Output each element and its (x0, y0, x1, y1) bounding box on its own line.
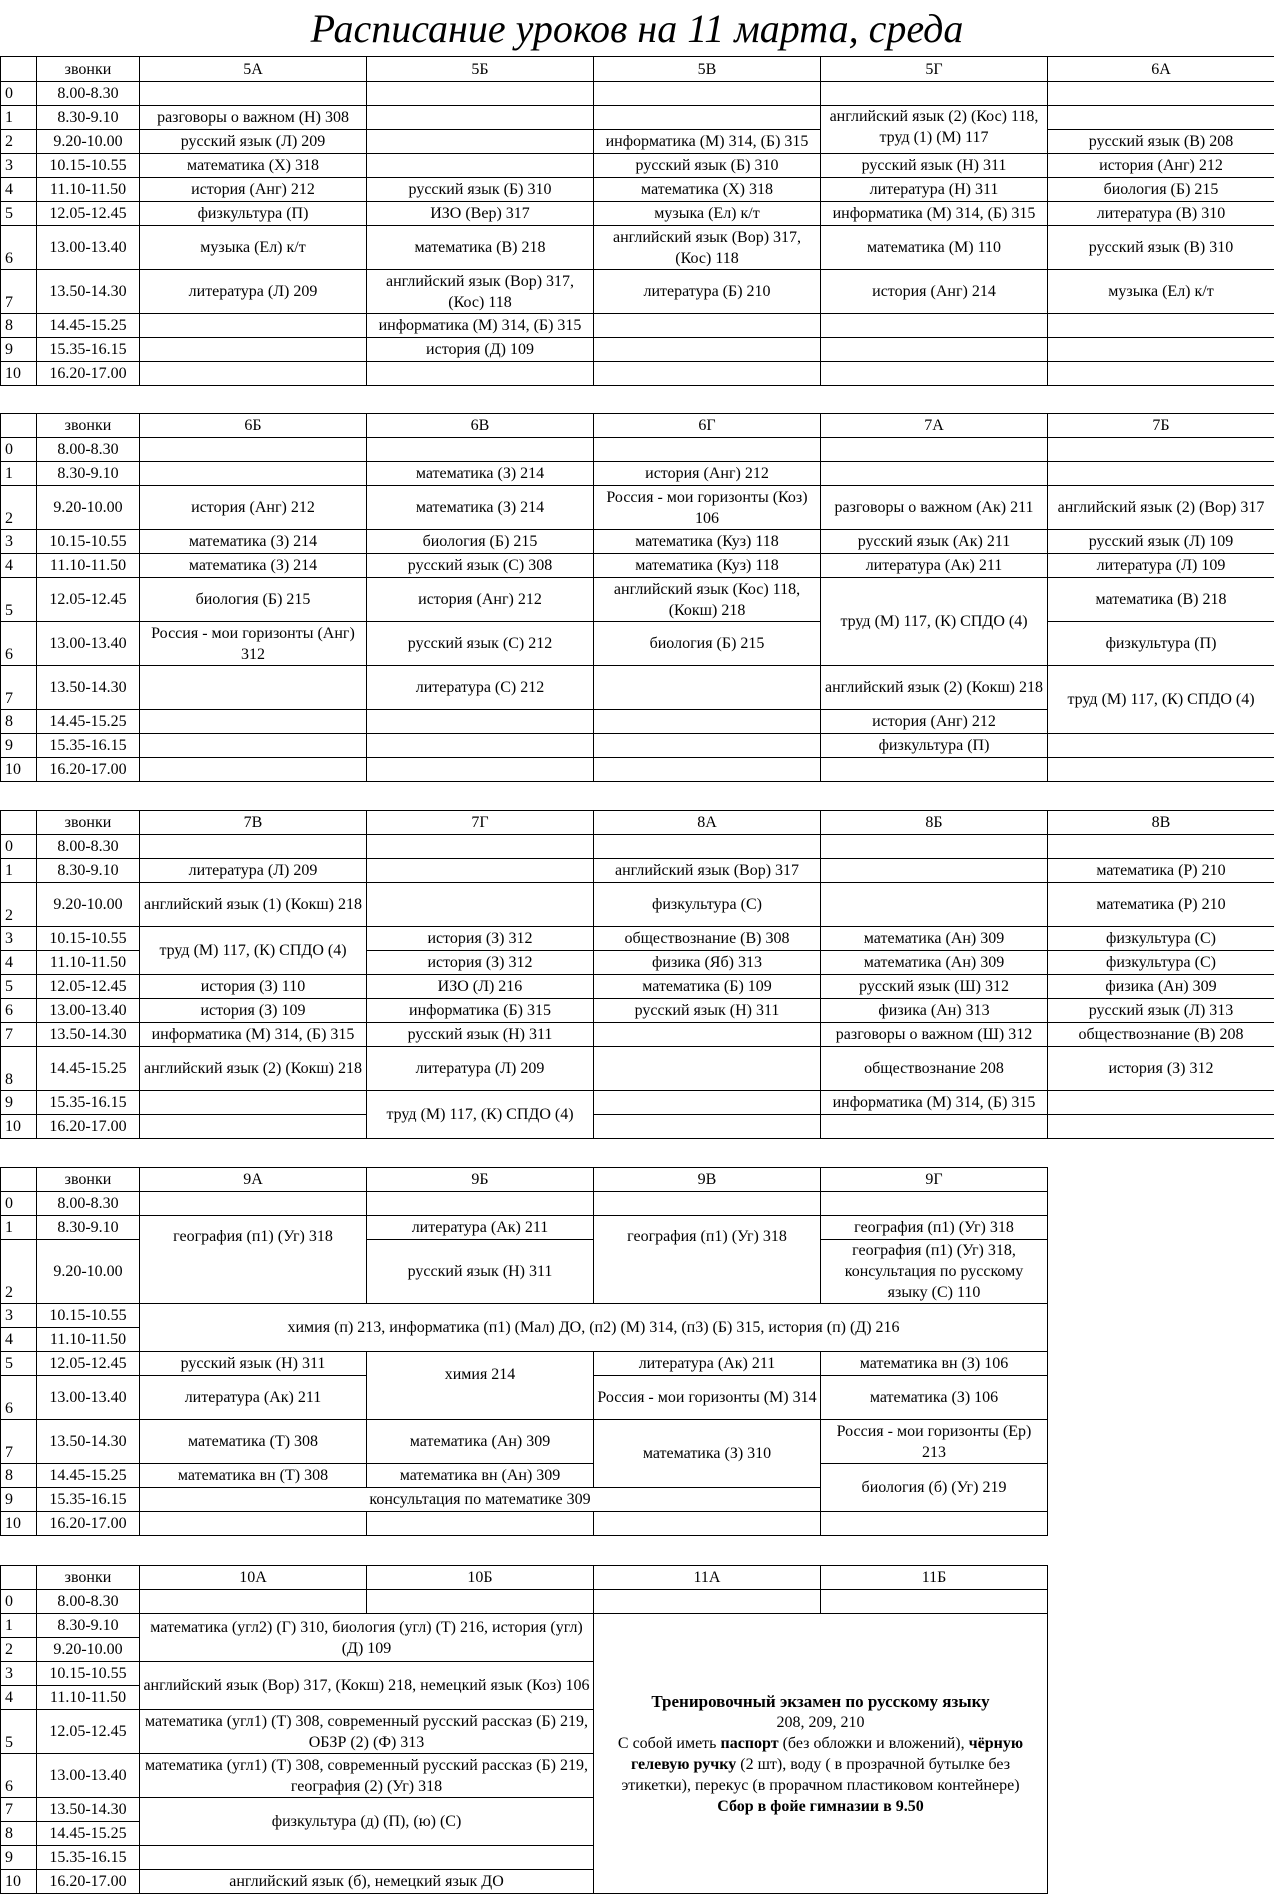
lesson-cell: география (п1) (Уг) 318 (140, 1216, 367, 1304)
bell-time: 12.05-12.45 (37, 202, 140, 226)
lesson-cell: химия 214 (367, 1352, 594, 1420)
lesson-cell: физкультура (С) (1048, 951, 1274, 975)
lesson-cell: литература (Л) 209 (140, 859, 367, 883)
lesson-cell: английский язык (2) (Кос) 118, труд (1) (М) 117 (821, 106, 1048, 154)
lesson-cell: английский язык (б), немецкий язык ДО (140, 1870, 594, 1894)
lesson-cell: математика (З) 310 (594, 1420, 821, 1488)
schedule-block-4 (0, 1167, 1048, 1536)
lesson-cell: труд (М) 117, (К) СПДО (4) (140, 927, 367, 975)
bell-time: 14.45-15.25 (37, 1047, 140, 1091)
bell-time: 13.50-14.30 (37, 1420, 140, 1464)
lesson-cell: литература (Л) 209 (140, 270, 367, 314)
lesson-number: 2 (1, 1638, 37, 1662)
lesson-cell: биология (Б) 215 (367, 530, 594, 554)
lesson-cell: музыка (Ел) к/т (1048, 270, 1274, 314)
lesson-cell: физика (Яб) 313 (594, 951, 821, 975)
lesson-cell: английский язык (Вор) 317, (Кос) 118 (367, 270, 594, 314)
lesson-cell: история (Анг) 212 (594, 462, 821, 486)
lesson-cell: русский язык (Л) 313 (1048, 999, 1274, 1023)
lesson-cell: русский язык (Ш) 312 (821, 975, 1048, 999)
lesson-number: 6 (1, 622, 37, 666)
lesson-number: 8 (1, 1822, 37, 1846)
lesson-number: 10 (1, 1512, 37, 1536)
exam-rooms: 208, 209, 210 (776, 1713, 865, 1731)
class-header: 5Б (367, 57, 594, 82)
lesson-cell: химия (п) 213, информатика (п1) (Мал) ДО, (п2) (М) 314, (п3) (Б) 315, история (п) (Д) 216 (140, 1304, 1048, 1352)
lesson-cell: разговоры о важном (Н) 308 (140, 106, 367, 130)
lesson-number: 3 (1, 927, 37, 951)
bell-time: 8.30-9.10 (37, 106, 140, 130)
lesson-cell: Россия - мои горизонты (Ер) 213 (821, 1420, 1048, 1464)
bell-time: 12.05-12.45 (37, 975, 140, 999)
exam-gather: Сбор в фойе гимназии в 9.50 (717, 1797, 924, 1815)
lesson-number: 2 (1, 1240, 37, 1304)
lesson-number: 7 (1, 270, 37, 314)
lesson-cell: разговоры о важном (Ак) 211 (821, 486, 1048, 530)
lesson-cell: физкультура (д) (П), (ю) (С) (140, 1798, 594, 1846)
class-header: 6Б (140, 414, 367, 438)
lesson-cell: обществознание 208 (821, 1047, 1048, 1091)
lesson-cell: биология (Б) 215 (140, 578, 367, 622)
lesson-cell: математика (Куз) 118 (594, 554, 821, 578)
lesson-cell: русский язык (Н) 311 (821, 154, 1048, 178)
lesson-cell: информатика (М) 314, (Б) 315 (594, 130, 821, 154)
lesson-cell: информатика (М) 314, (Б) 315 (821, 1091, 1048, 1115)
lesson-number: 7 (1, 1798, 37, 1822)
zvonki-header: звонки (37, 1168, 140, 1192)
bell-time: 8.00-8.30 (37, 835, 140, 859)
lesson-number: 8 (1, 1047, 37, 1091)
bell-time: 11.10-11.50 (37, 1328, 140, 1352)
lesson-cell: математика (Куз) 118 (594, 530, 821, 554)
bell-time: 16.20-17.00 (37, 1870, 140, 1894)
lesson-number: 1 (1, 1614, 37, 1638)
bell-time: 10.15-10.55 (37, 927, 140, 951)
lesson-cell: литература (С) 212 (367, 666, 594, 710)
lesson-cell: английский язык (2) (Кокш) 218 (140, 1047, 367, 1091)
lesson-cell: русский язык (Б) 310 (594, 154, 821, 178)
lesson-number: 4 (1, 951, 37, 975)
lesson-number: 1 (1, 462, 37, 486)
bell-time: 8.00-8.30 (37, 82, 140, 106)
lesson-number: 8 (1, 1464, 37, 1488)
lesson-cell: математика (Ан) 309 (367, 1420, 594, 1464)
lesson-number: 9 (1, 734, 37, 758)
bell-time: 15.35-16.15 (37, 338, 140, 362)
lesson-number: 6 (1, 999, 37, 1023)
lesson-cell: математика (В) 218 (367, 226, 594, 270)
class-header: 8В (1048, 811, 1274, 835)
lesson-cell: математика вн (Ан) 309 (367, 1464, 594, 1488)
lesson-cell: труд (М) 117, (К) СПДО (4) (367, 1091, 594, 1139)
lesson-cell: литература (В) 310 (1048, 202, 1274, 226)
bell-time: 11.10-11.50 (37, 1686, 140, 1710)
bell-time: 11.10-11.50 (37, 554, 140, 578)
bell-time: 12.05-12.45 (37, 1352, 140, 1376)
lesson-number: 3 (1, 154, 37, 178)
lesson-cell: биология (Б) 215 (594, 622, 821, 666)
lesson-cell: математика (Т) 308 (140, 1420, 367, 1464)
lesson-number: 10 (1, 1115, 37, 1139)
bell-time: 13.00-13.40 (37, 1376, 140, 1420)
bell-time: 11.10-11.50 (37, 178, 140, 202)
class-header: 8Б (821, 811, 1048, 835)
lesson-cell: информатика (М) 314, (Б) 315 (821, 202, 1048, 226)
bell-time: 12.05-12.45 (37, 578, 140, 622)
bell-time: 14.45-15.25 (37, 314, 140, 338)
bell-time: 8.00-8.30 (37, 438, 140, 462)
lesson-number: 9 (1, 1846, 37, 1870)
bell-time: 13.00-13.40 (37, 226, 140, 270)
zvonki-header: звонки (37, 414, 140, 438)
lesson-cell: консультация по математике 309 (140, 1488, 821, 1512)
bell-time: 8.00-8.30 (37, 1192, 140, 1216)
bell-time: 16.20-17.00 (37, 362, 140, 386)
lesson-cell: математика (З) 214 (140, 554, 367, 578)
lesson-cell: Россия - мои горизонты (Коз) 106 (594, 486, 821, 530)
lesson-number: 6 (1, 1754, 37, 1798)
lesson-number: 10 (1, 362, 37, 386)
class-header: 5Г (821, 57, 1048, 82)
lesson-cell: математика (Р) 210 (1048, 859, 1274, 883)
lesson-cell: история (Анг) 212 (821, 710, 1048, 734)
class-header: 6Г (594, 414, 821, 438)
lesson-cell: английский язык (Вор) 317, (Кокш) 218, немецкий язык (Коз) 106 (140, 1662, 594, 1710)
lesson-number: 7 (1, 1420, 37, 1464)
lesson-cell: история (Анг) 212 (1048, 154, 1274, 178)
lesson-cell: музыка (Ел) к/т (594, 202, 821, 226)
zvonki-header: звонки (37, 811, 140, 835)
class-header: 10Б (367, 1566, 594, 1590)
bell-time: 8.30-9.10 (37, 462, 140, 486)
lesson-cell: история (Анг) 212 (140, 178, 367, 202)
lesson-cell: музыка (Ел) к/т (140, 226, 367, 270)
bell-time: 16.20-17.00 (37, 1512, 140, 1536)
lesson-cell: информатика (М) 314, (Б) 315 (140, 1023, 367, 1047)
lesson-cell: литература (Ак) 211 (821, 554, 1048, 578)
exam-notice (594, 1614, 1048, 1894)
lesson-cell: русский язык (Н) 311 (140, 1352, 367, 1376)
lesson-cell: английский язык (2) (Кокш) 218 (821, 666, 1048, 710)
class-header: 6А (1048, 57, 1274, 82)
lesson-cell: ИЗО (Вер) 317 (367, 202, 594, 226)
lesson-cell: английский язык (Вор) 317, (Кос) 118 (594, 226, 821, 270)
lesson-cell: физкультура (С) (594, 883, 821, 927)
lesson-cell: история (З) 312 (367, 927, 594, 951)
bell-time: 16.20-17.00 (37, 758, 140, 782)
bell-time: 12.05-12.45 (37, 1710, 140, 1754)
lesson-cell: история (Анг) 212 (367, 578, 594, 622)
lesson-cell: ИЗО (Л) 216 (367, 975, 594, 999)
lesson-cell: математика (М) 110 (821, 226, 1048, 270)
lesson-cell: математика (угл1) (Т) 308, современный русский рассказ (Б) 219, ОБЗР (2) (Ф) 313 (140, 1710, 594, 1754)
class-header: 6В (367, 414, 594, 438)
lesson-cell: математика вн (Т) 308 (140, 1464, 367, 1488)
class-header: 9В (594, 1168, 821, 1192)
exam-title: Тренировочный экзамен по русскому языку (651, 1691, 990, 1711)
lesson-cell: география (п1) (Уг) 318 (594, 1216, 821, 1304)
bell-time: 13.50-14.30 (37, 1023, 140, 1047)
lesson-number: 3 (1, 1304, 37, 1328)
lesson-cell: литература (Л) 109 (1048, 554, 1274, 578)
bell-time: 8.30-9.10 (37, 1216, 140, 1240)
zvonki-header: звонки (37, 57, 140, 82)
lesson-cell: литература (Н) 311 (821, 178, 1048, 202)
lesson-cell: математика (Ан) 309 (821, 927, 1048, 951)
bell-time: 8.30-9.10 (37, 1614, 140, 1638)
exam-instructions: С собой иметь паспорт (без обложки и вложений), чёрную гелевую ручку (2 шт), воду ( в прозрачной бутылке без этикетки), перекус (в прорачном пластиковом контейнере) (617, 1734, 1024, 1794)
class-header: 11А (594, 1566, 821, 1590)
lesson-number: 8 (1, 314, 37, 338)
lesson-number: 0 (1, 1590, 37, 1614)
lesson-number: 7 (1, 666, 37, 710)
lesson-cell: английский язык (Кос) 118, (Кокш) 218 (594, 578, 821, 622)
lesson-number: 9 (1, 338, 37, 362)
lesson-cell: математика (Р) 210 (1048, 883, 1274, 927)
lesson-cell: русский язык (Ак) 211 (821, 530, 1048, 554)
bell-time: 13.00-13.40 (37, 1754, 140, 1798)
lesson-number: 0 (1, 835, 37, 859)
lesson-number: 3 (1, 530, 37, 554)
lesson-number: 7 (1, 1023, 37, 1047)
lesson-cell: английский язык (Вор) 317 (594, 859, 821, 883)
lesson-cell: математика (Х) 318 (140, 154, 367, 178)
lesson-number: 1 (1, 859, 37, 883)
lesson-cell: литература (Ак) 211 (594, 1352, 821, 1376)
class-header: 8А (594, 811, 821, 835)
class-header: 5В (594, 57, 821, 82)
lesson-cell: математика (угл1) (Т) 308, современный русский рассказ (Б) 219, география (2) (Уг) 318 (140, 1754, 594, 1798)
lesson-cell: математика (Ан) 309 (821, 951, 1048, 975)
lesson-number: 9 (1, 1091, 37, 1115)
schedule-block-5 (0, 1565, 1048, 1894)
lesson-number: 6 (1, 1376, 37, 1420)
class-header: 9Б (367, 1168, 594, 1192)
lesson-cell: литература (Б) 210 (594, 270, 821, 314)
lesson-number: 1 (1, 106, 37, 130)
lesson-number: 1 (1, 1216, 37, 1240)
lesson-cell: русский язык (Н) 311 (594, 999, 821, 1023)
lesson-cell: география (п1) (Уг) 318, консультация по русскому языку (С) 110 (821, 1240, 1048, 1304)
lesson-cell: обществознание (В) 208 (1048, 1023, 1274, 1047)
bell-time: 13.50-14.30 (37, 1798, 140, 1822)
lesson-cell: русский язык (В) 208 (1048, 130, 1274, 154)
bell-time: 10.15-10.55 (37, 1304, 140, 1328)
bell-time: 14.45-15.25 (37, 1464, 140, 1488)
lesson-cell: русский язык (Н) 311 (367, 1023, 594, 1047)
bell-time: 15.35-16.15 (37, 1488, 140, 1512)
lesson-cell: биология (б) (Уг) 219 (821, 1464, 1048, 1512)
lesson-number: 5 (1, 975, 37, 999)
lesson-cell: разговоры о важном (Ш) 312 (821, 1023, 1048, 1047)
class-header: 7Г (367, 811, 594, 835)
lesson-number: 0 (1, 1192, 37, 1216)
page-title: Расписание уроков на 11 марта, среда (310, 6, 964, 51)
lesson-number: 4 (1, 1686, 37, 1710)
lesson-cell: математика (З) 106 (821, 1376, 1048, 1420)
lesson-number: 2 (1, 486, 37, 530)
lesson-cell: физика (Ан) 309 (1048, 975, 1274, 999)
bell-time: 11.10-11.50 (37, 951, 140, 975)
lesson-cell: английский язык (2) (Вор) 317 (1048, 486, 1274, 530)
class-header: 11Б (821, 1566, 1048, 1590)
bell-time: 15.35-16.15 (37, 1091, 140, 1115)
lesson-cell: математика (Б) 109 (594, 975, 821, 999)
lesson-cell: информатика (М) 314, (Б) 315 (367, 314, 594, 338)
lesson-cell: русский язык (С) 308 (367, 554, 594, 578)
schedule-block-1 (0, 56, 1274, 386)
lesson-cell: физкультура (П) (821, 734, 1048, 758)
class-header: 7А (821, 414, 1048, 438)
lesson-number: 8 (1, 710, 37, 734)
lesson-cell: обществознание (В) 308 (594, 927, 821, 951)
lesson-cell: Россия - мои горизонты (Анг) 312 (140, 622, 367, 666)
class-header: 7В (140, 811, 367, 835)
lesson-cell: русский язык (С) 212 (367, 622, 594, 666)
lesson-number: 2 (1, 883, 37, 927)
lesson-number: 6 (1, 226, 37, 270)
lesson-cell: английский язык (1) (Кокш) 218 (140, 883, 367, 927)
bell-time: 8.00-8.30 (37, 1590, 140, 1614)
lesson-number: 0 (1, 438, 37, 462)
bell-time: 13.50-14.30 (37, 666, 140, 710)
lesson-cell: труд (М) 117, (К) СПДО (4) (821, 578, 1048, 666)
lesson-number: 4 (1, 1328, 37, 1352)
bell-time: 9.20-10.00 (37, 883, 140, 927)
lesson-cell: история (Анг) 214 (821, 270, 1048, 314)
lesson-cell: литература (Л) 209 (367, 1047, 594, 1091)
lesson-cell: история (З) 312 (367, 951, 594, 975)
bell-time: 14.45-15.25 (37, 1822, 140, 1846)
lesson-cell: история (З) 109 (140, 999, 367, 1023)
bell-time: 10.15-10.55 (37, 530, 140, 554)
bell-time: 13.00-13.40 (37, 622, 140, 666)
lesson-cell: труд (М) 117, (К) СПДО (4) (1048, 666, 1274, 734)
schedule-block-2 (0, 413, 1274, 782)
class-header: 9Г (821, 1168, 1048, 1192)
lesson-number: 5 (1, 578, 37, 622)
schedule-block-3 (0, 810, 1274, 1139)
bell-time: 14.45-15.25 (37, 710, 140, 734)
bell-time: 9.20-10.00 (37, 130, 140, 154)
lesson-cell: информатика (Б) 315 (367, 999, 594, 1023)
bell-time: 15.35-16.15 (37, 734, 140, 758)
lesson-number: 10 (1, 1870, 37, 1894)
lesson-number: 9 (1, 1488, 37, 1512)
zvonki-header: звонки (37, 1566, 140, 1590)
bell-time: 9.20-10.00 (37, 486, 140, 530)
bell-time: 8.30-9.10 (37, 859, 140, 883)
bell-time: 16.20-17.00 (37, 1115, 140, 1139)
lesson-cell: математика (В) 218 (1048, 578, 1274, 622)
lesson-cell: физика (Ан) 313 (821, 999, 1048, 1023)
lesson-cell: русский язык (Б) 310 (367, 178, 594, 202)
lesson-number: 3 (1, 1662, 37, 1686)
lesson-number: 4 (1, 554, 37, 578)
bell-time: 9.20-10.00 (37, 1240, 140, 1304)
lesson-cell: история (Анг) 212 (140, 486, 367, 530)
lesson-cell: русский язык (Л) 109 (1048, 530, 1274, 554)
lesson-number: 5 (1, 1352, 37, 1376)
lesson-cell: физкультура (П) (1048, 622, 1274, 666)
bell-time: 13.00-13.40 (37, 999, 140, 1023)
lesson-cell: русский язык (Н) 311 (367, 1240, 594, 1304)
lesson-cell: математика (З) 214 (140, 530, 367, 554)
lesson-number: 5 (1, 1710, 37, 1754)
lesson-number: 2 (1, 130, 37, 154)
lesson-cell: математика (угл2) (Г) 310, биология (угл) (Т) 216, история (угл) (Д) 109 (140, 1614, 594, 1662)
lesson-cell: литература (Ак) 211 (140, 1376, 367, 1420)
lesson-cell: география (п1) (Уг) 318 (821, 1216, 1048, 1240)
bell-time: 15.35-16.15 (37, 1846, 140, 1870)
bell-time: 13.50-14.30 (37, 270, 140, 314)
class-header: 7Б (1048, 414, 1274, 438)
bell-time: 10.15-10.55 (37, 1662, 140, 1686)
lesson-cell: математика (З) 214 (367, 462, 594, 486)
lesson-cell: математика (Х) 318 (594, 178, 821, 202)
class-header: 9А (140, 1168, 367, 1192)
bell-time: 9.20-10.00 (37, 1638, 140, 1662)
lesson-cell: математика вн (З) 106 (821, 1352, 1048, 1376)
lesson-cell: история (Д) 109 (367, 338, 594, 362)
lesson-number: 0 (1, 82, 37, 106)
lesson-cell: история (З) 110 (140, 975, 367, 999)
lesson-cell: физкультура (П) (140, 202, 367, 226)
class-header: 10А (140, 1566, 367, 1590)
class-header: 5А (140, 57, 367, 82)
lesson-cell: литература (Ак) 211 (367, 1216, 594, 1240)
lesson-number: 10 (1, 758, 37, 782)
lesson-number: 4 (1, 178, 37, 202)
lesson-cell: русский язык (Л) 209 (140, 130, 367, 154)
lesson-cell: русский язык (В) 310 (1048, 226, 1274, 270)
lesson-cell: Россия - мои горизонты (М) 314 (594, 1376, 821, 1420)
lesson-cell: математика (З) 214 (367, 486, 594, 530)
lesson-cell: биология (Б) 215 (1048, 178, 1274, 202)
lesson-cell: физкультура (С) (1048, 927, 1274, 951)
lesson-cell: история (З) 312 (1048, 1047, 1274, 1091)
bell-time: 10.15-10.55 (37, 154, 140, 178)
lesson-number: 5 (1, 202, 37, 226)
